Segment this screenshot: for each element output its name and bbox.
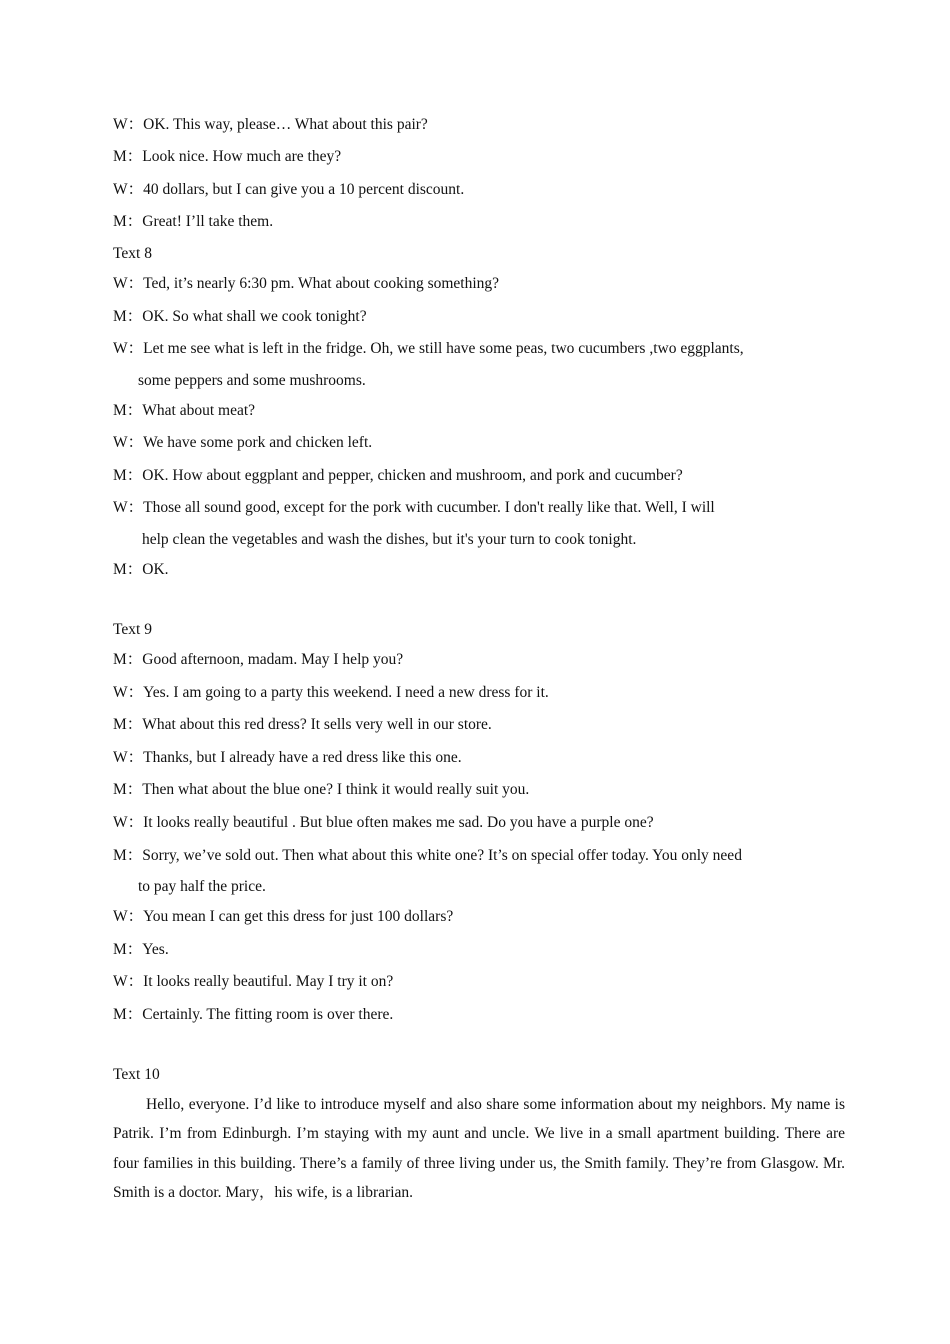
monologue-paragraph: Hello, everyone. I’d like to introduce myself and also share some information about my neighbors. My name is Patrik. I’m from Edinburgh. I’m staying with my aunt and uncle. We live in a small apartment building. There are four families in this building. There’s a family of three living under us, the Smith family. They’re from Glasgow. Mr. Smith is a doctor. Mary，his wife, is a librarian. [113,1096,845,1201]
dialogue-line: M：Look nice. How much are they? [113,148,342,165]
dialogue-line: M：OK. So what shall we cook tonight? [113,308,367,325]
dialogue-line: W：It looks really beautiful . But blue often makes me sad. Do you have a purple one? [113,814,654,831]
dialogue-line: W：Thanks, but I already have a red dress like this one. [113,749,462,766]
section-heading-text8: Text 8 [113,245,152,262]
dialogue-line: M：Good afternoon, madam. May I help you? [113,651,404,668]
dialogue-line: M：Certainly. The fitting room is over there. [113,1006,394,1023]
dialogue-line: W：Ted, it’s nearly 6:30 pm. What about cooking something? [113,275,500,292]
section-heading-text9: Text 9 [113,621,152,638]
dialogue-line-continuation: help clean the vegetables and wash the dishes, but it's your turn to cook tonight. [142,531,637,548]
dialogue-line: M：What about meat? [113,402,256,419]
section-heading-text10: Text 10 [113,1066,160,1083]
dialogue-line: W：Those all sound good, except for the pork with cucumber. I don't really like that. Well, I will [113,499,715,516]
dialogue-line: W：OK. This way, please… What about this pair? [113,116,428,133]
dialogue-line: M：OK. [113,561,169,578]
dialogue-line: M：What about this red dress? It sells very well in our store. [113,716,492,733]
dialogue-line: W：Yes. I am going to a party this weekend. I need a new dress for it. [113,684,549,701]
dialogue-line: M：OK. How about eggplant and pepper, chicken and mushroom, and pork and cucumber? [113,467,683,484]
dialogue-line: W：Let me see what is left in the fridge. Oh, we still have some peas, two cucumbers ,two eggplants, [113,340,744,357]
dialogue-line: M：Great! I’ll take them. [113,213,274,230]
dialogue-line: W：It looks really beautiful. May I try it on? [113,973,394,990]
dialogue-line: M：Sorry, we’ve sold out. Then what about this white one? It’s on special offer today. You only need [113,847,742,864]
dialogue-line: W：We have some pork and chicken left. [113,434,373,451]
dialogue-line: M：Then what about the blue one? I think it would really suit you. [113,781,530,798]
dialogue-line: M：Yes. [113,941,169,958]
dialogue-line: W：40 dollars, but I can give you a 10 percent discount. [113,181,465,198]
dialogue-line-continuation: some peppers and some mushrooms. [138,372,366,389]
dialogue-line-continuation: to pay half the price. [138,878,266,895]
dialogue-line: W：You mean I can get this dress for just 100 dollars? [113,908,454,925]
